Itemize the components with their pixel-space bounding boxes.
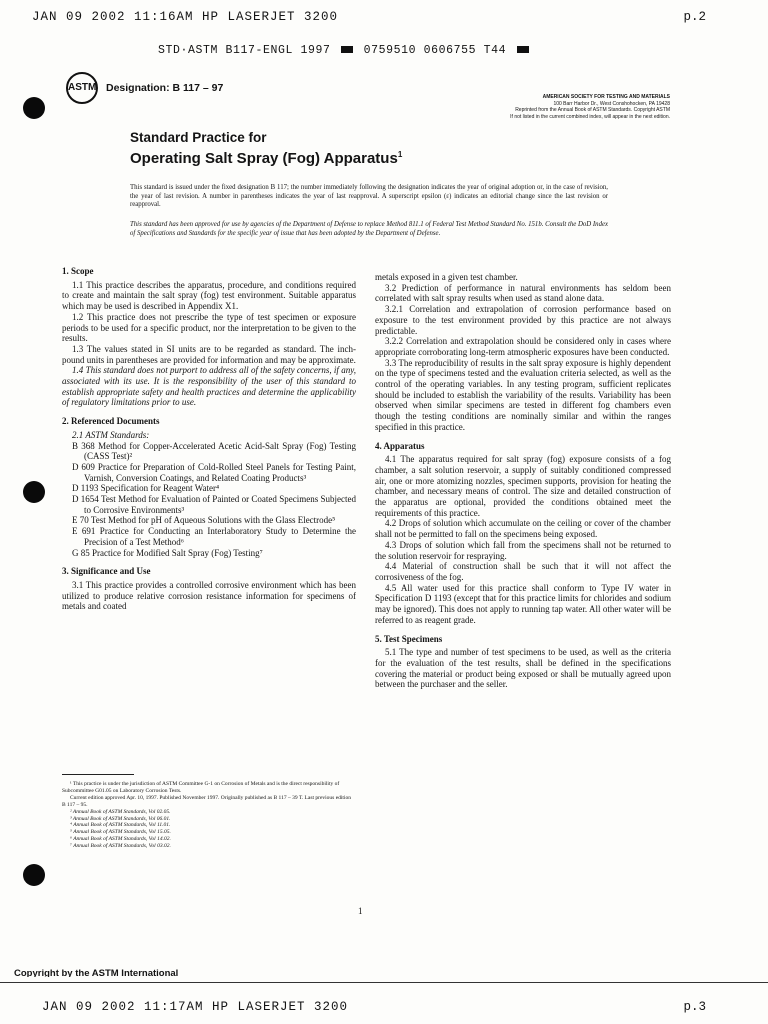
paragraph-1-3: 1.3 The values stated in SI units are to be regarded as standard. The inch-pound units in parentheses are provided for information and may be approximate.	[62, 343, 356, 365]
title-text: Operating Salt Spray (Fog) Apparatus	[130, 150, 398, 167]
paragraph-4-2: 4.2 Drops of solution which accumulate on the ceiling or cover of the chamber shall not be permitted to fall on the specimens being exposed.	[375, 518, 671, 540]
reference-item: D 1193 Specification for Reagent Water⁴	[72, 483, 220, 494]
footnote-item: ³ Annual Book of ASTM Standards, Vol 06.01.	[70, 815, 171, 822]
right-column	[375, 272, 671, 690]
reference-item: D 1654 Test Method for Evaluation of Painted or Coated Specimens Subjected to Corrosive Environments³	[72, 494, 356, 515]
redaction-block	[341, 46, 353, 53]
section-heading-test-specimens: 5. Test Specimens	[375, 633, 443, 644]
society-address	[440, 94, 670, 120]
redaction-block	[517, 46, 529, 53]
punch-hole	[23, 864, 45, 886]
reference-item: D 609 Practice for Preparation of Cold-Rolled Steel Panels for Testing Paint, Varnish, Conversion Coatings, and Related Coating Products³	[72, 461, 356, 483]
section-heading-referenced-documents: 2. Referenced Documents	[62, 416, 160, 427]
page-number: 1	[358, 906, 363, 916]
title-footnote-mark: 1	[397, 150, 403, 159]
issue-note: This standard is issued under the fixed designation B 117; the number immediately following the designation indicates the year of original adoption or, in the case of revision, the year of last revision. A number in parentheses indicates the year of last reapproval. A superscript epsilon (ε) indicates an editorial change since the last revision or reapproval.	[130, 184, 608, 209]
fax-footer-timestamp: JAN 09 2002 11:17AM HP LASERJET 3200	[42, 1000, 349, 1014]
reference-item: E 70 Test Method for pH of Aqueous Solutions with the Glass Electrode⁵	[72, 515, 336, 526]
fax-header-timestamp: JAN 09 2002 11:16AM HP LASERJET 3200	[32, 10, 339, 24]
section-heading-significance: 3. Significance and Use	[62, 566, 151, 577]
footnote-item: ⁵ Annual Book of ASTM Standards, Vol 15.05.	[70, 829, 171, 836]
footnote-item: ² Annual Book of ASTM Standards, Vol 02.05.	[70, 808, 171, 815]
paragraph-3-3: 3.3 The reproducibility of results in the salt spray exposure is highly dependent on the type of specimens tested and the evaluation criteria selected, as well as the control of the operating variables. In any testing program, sufficient replicates should be included to establish the variability of the results. Variability has been observed when similar specimens are tested in different fog chambers even though the testing conditions are nominally similar and within the ranges specified in this practice.	[375, 357, 671, 432]
reference-item: E 691 Practice for Conducting an Interlaboratory Study to Determine the Precision of a Test Method⁶	[72, 526, 356, 547]
punch-hole	[23, 97, 45, 119]
paragraph-5-1: 5.1 The type and number of test specimens to be used, as well as the criteria for the evaluation of the test results, shall be defined in the specifications covering the material or product being exposed or shall be mutually agreed upon between the purchaser and the seller.	[375, 647, 671, 690]
footnote-item: ⁶ Annual Book of ASTM Standards, Vol 14.02.	[70, 836, 171, 843]
reference-item: G 85 Practice for Modified Salt Spray (Fog) Testing⁷	[72, 547, 263, 558]
left-column	[62, 266, 356, 612]
society-name: AMERICAN SOCIETY FOR TESTING AND MATERIALS	[542, 94, 670, 100]
footnote-rule	[62, 774, 134, 775]
paragraph-1-2: 1.2 This practice does not prescribe the type of test specimen or exposure periods to be used for a specific product, nor the interpretation to be given to the results.	[62, 311, 356, 344]
copyright-line: Copyright by the ASTM International	[14, 968, 179, 977]
paragraph-3-2: 3.2 Prediction of performance in natural environments has seldom been correlated with salt spray results when used as stand alone data.	[375, 282, 671, 304]
footnote-item: ⁴ Annual Book of ASTM Standards, Vol 11.01.	[70, 822, 171, 829]
society-listing: If not listed in the current combined index, will appear in the next edition.	[510, 113, 670, 120]
fax-header-page: p.2	[683, 10, 706, 24]
paragraph-4-3: 4.3 Drops of solution which fall from the specimens shall not be returned to the solution reservoir for respraying.	[375, 539, 671, 561]
paragraph-3-2-1: 3.2.1 Correlation and extrapolation of corrosion performance based on exposure to the test environment provided by this practice are not always predictable.	[375, 304, 671, 336]
standard-code: STD·ASTM B117-ENGL 1997	[158, 44, 331, 57]
standard-code-line	[158, 44, 532, 57]
society-reprint: Reprinted from the Annual Book of ASTM Standards. Copyright ASTM	[515, 107, 670, 113]
astm-standards-subheading: 2.1 ASTM Standards:	[72, 429, 150, 440]
footnote-1: ¹ This practice is under the jurisdiction of ASTM Committee G-1 on Corrosion of Metals and is the direct responsibility of Subcommittee G01.05 on Laboratory Corrosion Tests.	[62, 781, 340, 794]
paragraph-4-4: 4.4 Material of construction shall be such that it will not affect the corrosiveness of the fog.	[375, 561, 671, 582]
paragraph-1-1: 1.1 This practice describes the apparatus, procedure, and conditions required to create and maintain the salt spray (fog) test environment. Suitable apparatus which may be used is described in Appendix X1.	[62, 279, 356, 312]
paragraph-3-1-continued: metals exposed in a given test chamber.	[375, 272, 518, 282]
society-street: 100 Barr Harbor Dr., West Conshohocken, PA 19428	[553, 100, 670, 107]
dod-note: This standard has been approved for use by agencies of the Department of Defense to replace Method 811.1 of Federal Test Method Standard No. 151b. Consult the DoD Index of Specifications and Standards for the specific year of issue that has been adopted by the Department of Defense.	[130, 221, 608, 237]
standard-serial: 0759510 0606755 T44	[363, 44, 507, 57]
astm-logo: ASTM	[66, 72, 98, 104]
footnote-1-edition: Current edition approved Apr. 10, 1997. Published November 1997. Originally published as B 117 – 39 T. Last previous edition B 117 – 95.	[62, 794, 351, 808]
footnote-item: ⁷ Annual Book of ASTM Standards, Vol 03.02.	[70, 843, 171, 850]
designation: Designation: B 117 – 97	[106, 82, 224, 94]
reference-item: B 368 Method for Copper-Accelerated Acetic Acid-Salt Spray (Fog) Testing (CASS Test)²	[72, 440, 356, 462]
page-separator	[0, 982, 768, 983]
section-heading-apparatus: 4. Apparatus	[375, 440, 425, 451]
paragraph-4-5: 4.5 All water used for this practice shall conform to Type IV water in Specification D 1193 (except that for this practice limits for chlorides and sodium may be ignored). This does not apply to running tap water. All other water will be referred to as reagent grade.	[375, 582, 671, 625]
page-title	[130, 150, 402, 167]
title-prefix: Standard Practice for	[130, 130, 267, 145]
footnotes	[62, 781, 356, 850]
paragraph-3-1: 3.1 This practice provides a controlled corrosive environment which has been utilized to produce relative corrosion resistance information for specimens of metals and coated	[62, 579, 356, 612]
paragraph-4-1: 4.1 The apparatus required for salt spray (fog) exposure consists of a fog chamber, a salt solution reservoir, a supply of suitably conditioned compressed air, one or more atomizing nozzles, specimen supports, provision for heating the chamber, and necessary means of control. The size and detailed construction of the apparatus are optional, provided the conditions obtained meet the requirements of this practice.	[375, 454, 671, 518]
paragraph-3-2-2: 3.2.2 Correlation and extrapolation should be considered only in cases where appropriate corroborating long-term atmospheric exposures have been conducted.	[375, 336, 671, 357]
paragraph-1-4: 1.4 This standard does not purport to address all of the safety concerns, if any, associated with its use. It is the responsibility of the user of this standard to establish appropriate safety and health practices and determine the applicability of regulatory limitations prior to use.	[62, 365, 356, 408]
section-heading-scope: 1. Scope	[62, 266, 94, 276]
fax-footer-page: p.3	[683, 1000, 706, 1014]
punch-hole	[23, 481, 45, 503]
